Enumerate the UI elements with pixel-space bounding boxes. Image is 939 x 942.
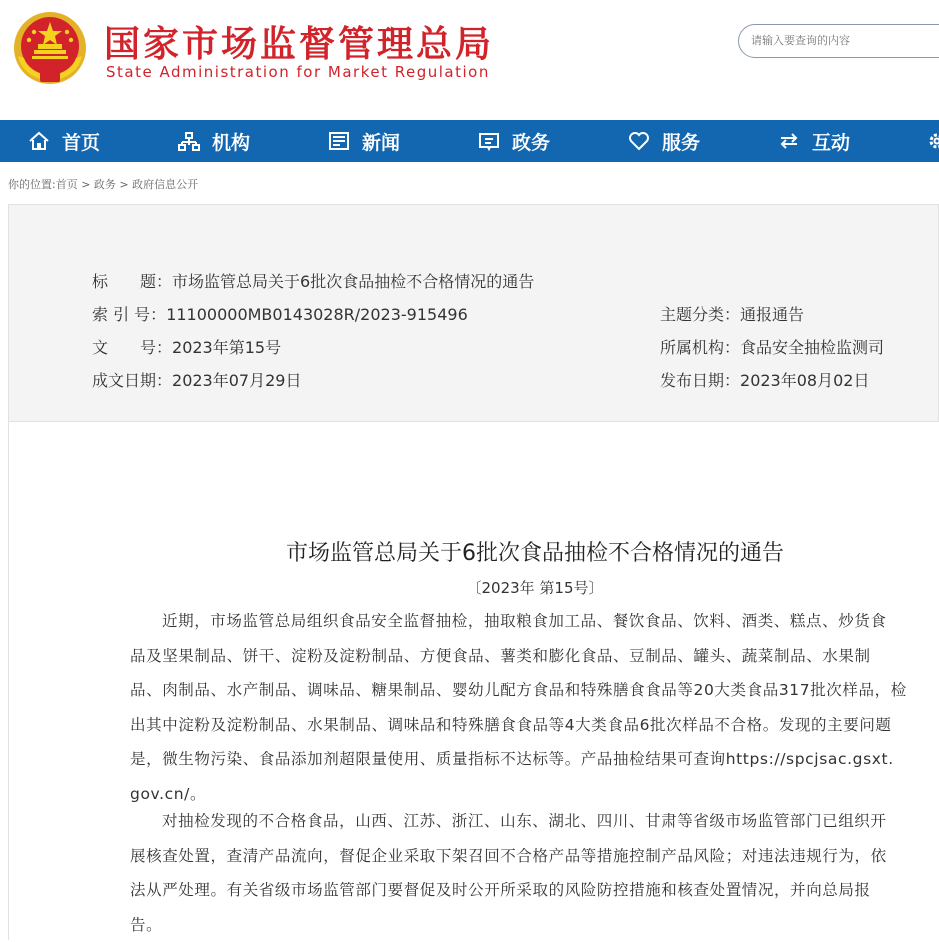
article-paragraph-1 — [130, 604, 939, 811]
paragraph-line: 出其中淀粉及淀粉制品、水果制品、调味品和特殊膳食食品等4大类食品6批次样品不合格。发现的主要问题 — [130, 708, 939, 743]
paragraph-line: 展核查处置，查清产品流向，督促企业采取下架召回不合格产品等措施控制产品风险；对违法违规行为，依 — [130, 839, 939, 874]
meta-title-label: 标 题： — [92, 269, 172, 292]
main-nav — [0, 120, 939, 162]
nav-item-more[interactable] — [926, 120, 939, 162]
meta-topic-row — [660, 302, 804, 325]
paragraph-line: 品及坚果制品、饼干、淀粉及淀粉制品、方便食品、薯类和膨化食品、豆制品、罐头、蔬菜制品、水果制 — [130, 639, 939, 674]
meta-topic-value: 通报通告 — [740, 305, 804, 324]
nav-label-news: 新闻 — [362, 128, 400, 155]
news-icon — [328, 131, 350, 151]
meta-date-row — [92, 368, 301, 391]
site-header — [0, 0, 939, 120]
meta-date-value: 2023年07月29日 — [172, 371, 301, 390]
nav-label-org: 机构 — [212, 128, 250, 155]
meta-date-label: 成文日期： — [92, 368, 172, 391]
exchange-icon — [778, 131, 800, 151]
meta-docno-value: 2023年第15号 — [172, 338, 281, 357]
meta-index-label: 索 引 号： — [92, 302, 166, 325]
meta-docno-label: 文 号： — [92, 335, 172, 358]
heart-icon — [628, 131, 650, 151]
national-emblem-logo[interactable] — [12, 10, 88, 86]
site-name-cn: 国家市场监督管理总局 — [104, 16, 494, 67]
nav-label-interact: 互动 — [812, 128, 850, 155]
affairs-icon — [478, 131, 500, 151]
site-name-en: State Administration for Market Regulation — [106, 63, 490, 81]
article-title: 市场监管总局关于6批次食品抽检不合格情况的通告 — [0, 536, 939, 567]
nav-item-org[interactable] — [178, 120, 250, 162]
meta-index-value: 11100000MB0143028R/2023-915496 — [166, 305, 468, 324]
paragraph-line: 近期，市场监管总局组织食品安全监督抽检，抽取粮食加工品、餐饮食品、饮料、酒类、糕点、炒货食 — [130, 604, 939, 639]
meta-topic-label: 主题分类： — [660, 302, 740, 325]
meta-pubdate-row — [660, 368, 869, 391]
nav-label-home: 首页 — [62, 128, 100, 155]
article-doc-number: 〔2023年 第15号〕 — [0, 577, 939, 598]
paragraph-line: 告。 — [130, 908, 939, 942]
paragraph-line: 是，微生物污染、食品添加剂超限量使用、质量指标不达标等。产品抽检结果可查询https://spcjsac.gsxt. — [130, 742, 939, 777]
article-paragraph-2 — [130, 804, 939, 942]
meta-title-value: 市场监管总局关于6批次食品抽检不合格情况的通告 — [172, 272, 534, 291]
paragraph-line: gov.cn/。 — [130, 777, 939, 812]
nav-label-service: 服务 — [662, 128, 700, 155]
org-icon — [178, 131, 200, 151]
meta-dept-label: 所属机构： — [660, 335, 740, 358]
search-input[interactable] — [749, 33, 933, 48]
nav-item-affairs[interactable] — [478, 120, 550, 162]
nav-item-home[interactable] — [28, 120, 100, 162]
meta-dept-value: 食品安全抽检监测司 — [740, 338, 884, 357]
nav-item-interact[interactable] — [778, 120, 850, 162]
meta-dept-row — [660, 335, 884, 358]
meta-index-row — [92, 302, 468, 325]
paragraph-line: 品、肉制品、水产制品、调味品、糖果制品、婴幼儿配方食品和特殊膳食食品等20大类食品317批次样品，检 — [130, 673, 939, 708]
search-box[interactable] — [738, 24, 939, 58]
meta-title-row — [92, 269, 534, 292]
nav-item-news[interactable] — [328, 120, 400, 162]
paragraph-line: 法从严处理。有关省级市场监管部门要督促及时公开所采取的风险防控措施和核查处置情况，并向总局报 — [130, 873, 939, 908]
nav-label-affairs: 政务 — [512, 128, 550, 155]
breadcrumb: 你的位置:首页 > 政务 > 政府信息公开 — [8, 176, 198, 192]
paragraph-line: 对抽检发现的不合格食品，山西、江苏、浙江、山东、湖北、四川、甘肃等省级市场监管部门已组织开 — [130, 804, 939, 839]
meta-pubdate-value: 2023年08月02日 — [740, 371, 869, 390]
nav-item-service[interactable] — [628, 120, 700, 162]
gear-icon — [926, 131, 939, 151]
home-icon — [28, 131, 50, 151]
meta-pubdate-label: 发布日期： — [660, 368, 740, 391]
meta-docno-row — [92, 335, 281, 358]
